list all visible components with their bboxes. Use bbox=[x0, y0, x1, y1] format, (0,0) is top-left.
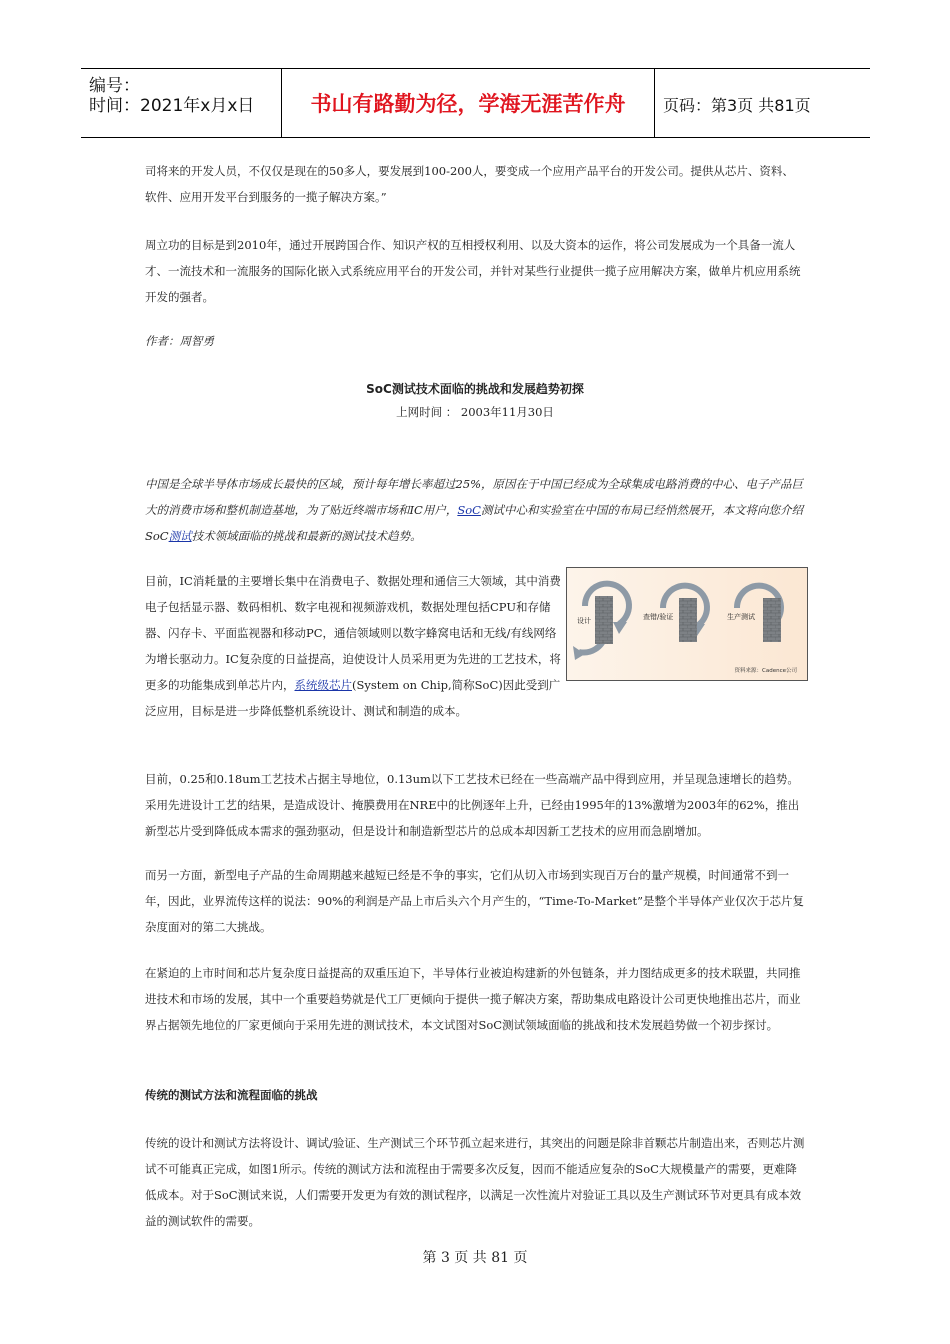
paragraph-process-tech: 目前，0.25和0.18um工艺技术占据主导地位，0.13um以下工艺技术已经在一些高端产品中得到应用，并呈现急速增长的趋势。采用先进设计工艺的结果，是造成设计、掩膜费用在NRE中的比例逐年上升，已经由1995年的13%激增为2003年的62%，推出新型芯片受到降低成本需求的强劲驱动，但是设计和制造新型芯片的总成本却因新工艺技术的应用而急剧增加。 bbox=[145, 772, 800, 838]
document-number: 编号： bbox=[89, 76, 140, 96]
page-footer: 第 3 页 共 81 页 bbox=[422, 1250, 528, 1266]
header-page-number: 页码：第3页 共81页 bbox=[663, 96, 811, 115]
figure-label-debug: 查错/验证 bbox=[643, 613, 674, 621]
header-motto: 书山有路勤为径，学海无涯苦作舟 bbox=[282, 69, 655, 137]
figure-label-production: 生产测试 bbox=[727, 613, 755, 621]
test-flow-figure bbox=[566, 567, 808, 681]
wall-block-2 bbox=[679, 598, 697, 642]
test-link[interactable]: 测试 bbox=[168, 529, 192, 543]
article-online-time: 上网时间 ： 2003年11月30日 bbox=[396, 405, 554, 419]
paragraph-goal: 周立功的目标是到2010年，通过开展跨国合作、知识产权的互相授权利用、以及大资本的运作，将公司发展成为一个具备一流人才、一流技术和一流服务的国际化嵌入式系统应用平台的开发公司，并针对某些行业提供一揽子应用解决方案，做单片机应用系统开发的强者。 bbox=[145, 238, 801, 304]
article-title: SoC测试技术面临的挑战和发展趋势初探 bbox=[366, 382, 584, 396]
wall-block-3 bbox=[763, 598, 781, 642]
header-left-cell bbox=[81, 69, 282, 137]
author-line: 作者：周智勇 bbox=[145, 334, 214, 348]
intro-text-c: 技术领域面临的挑战和最新的测试技术趋势。 bbox=[191, 529, 422, 543]
article-intro bbox=[145, 471, 805, 549]
page-header bbox=[81, 68, 870, 138]
paragraph-time-to-market: 而另一方面，新型电子产品的生命周期越来越短已经是不争的事实，它们从切入市场到实现百万台的量产规模，时间通常不到一年，因此，业界流传这样的说法：90%的利润是产品上市后头六个月产生的，“Time-To-Market”是整个半导体产业仅次于芯片复杂度面对的第二大挑战。 bbox=[145, 868, 804, 934]
document-time: 时间：2021年x月x日 bbox=[89, 96, 255, 116]
paragraph-outsourcing: 在紧迫的上市时间和芯片复杂度日益提高的双重压迫下，半导体行业被迫构建新的外包链条，并力图结成更多的技术联盟，共同推进技术和市场的发展，其中一个重要趋势就是代工厂更倾向于提供一揽子解决方案，帮助集成电路设计公司更快地推出芯片，而业界占据领先地位的厂家更倾向于采用先进的测试技术，本文试图对SoC测试领域面临的挑战和技术发展趋势做一个初步探讨。 bbox=[145, 966, 801, 1032]
ic-growth-text-b: (System on Chip,简称SoC)因此受到广泛应用，目标是进一步降低整机系统设计、测试和制造的成本。 bbox=[145, 678, 561, 718]
intro-text-a: 中国是全球半导体市场成长最快的区域，预计每年增长率超过25%，原因在于中国已经成为全球集成电路消费的中心、电子产品巨大的消费市场和整机制造基地，为了贴近终端市场和IC用户， bbox=[145, 477, 804, 517]
ic-growth-text-a: 目前，IC消耗量的主要增长集中在消费电子、数据处理和通信三大领域，其中消费电子包括显示器、数码相机、数字电视和视频游戏机，数据处理包括CPU和存储器、闪存卡、平面监视器和移动PC，通信领域则以数字蜂窝电话和无线/有线网络为增长驱动力。IC复杂度的日益提高，迫使设计人员采用更为先进的工艺技术，将更多的功能集成到单芯片内， bbox=[145, 574, 561, 692]
paragraph-ic-growth bbox=[145, 568, 565, 724]
test-flow-diagram bbox=[567, 568, 807, 680]
section-heading: 传统的测试方法和流程面临的挑战 bbox=[145, 1088, 318, 1102]
paragraph-traditional-testing: 传统的设计和测试方法将设计、调试/验证、生产测试三个环节孤立起来进行，其突出的问题是除非首颗芯片制造出来，否则芯片测试不可能真正完成，如图1所示。传统的测试方法和流程由于需要多次反复，因而不能适应复杂的SoC大规模量产的需要，更难降低成本。对于SoC测试来说，人们需要开发更为有效的测试程序，以满足一次性流片对验证工具以及生产测试环节对更具有成本效益的测试软件的需要。 bbox=[145, 1136, 805, 1228]
intro-text-b: 测试中心和实验室在中国的布局已经悄然展开，本文将向您介绍SoC bbox=[145, 503, 803, 543]
paragraph-continuation: 司将来的开发人员，不仅仅是现在的50多人，要发展到100-200人，要变成一个应用产品平台的开发公司。提供从芯片、资料、软件、应用开发平台到服务的一揽子解决方案。” bbox=[145, 164, 794, 204]
system-on-chip-link[interactable]: 系统级芯片 bbox=[294, 678, 352, 692]
figure-label-design: 设计 bbox=[577, 617, 591, 625]
wall-block-1 bbox=[595, 596, 613, 644]
figure-source: 资料来源：Cadence公司 bbox=[734, 668, 797, 674]
soc-link[interactable]: SoC bbox=[457, 503, 481, 517]
